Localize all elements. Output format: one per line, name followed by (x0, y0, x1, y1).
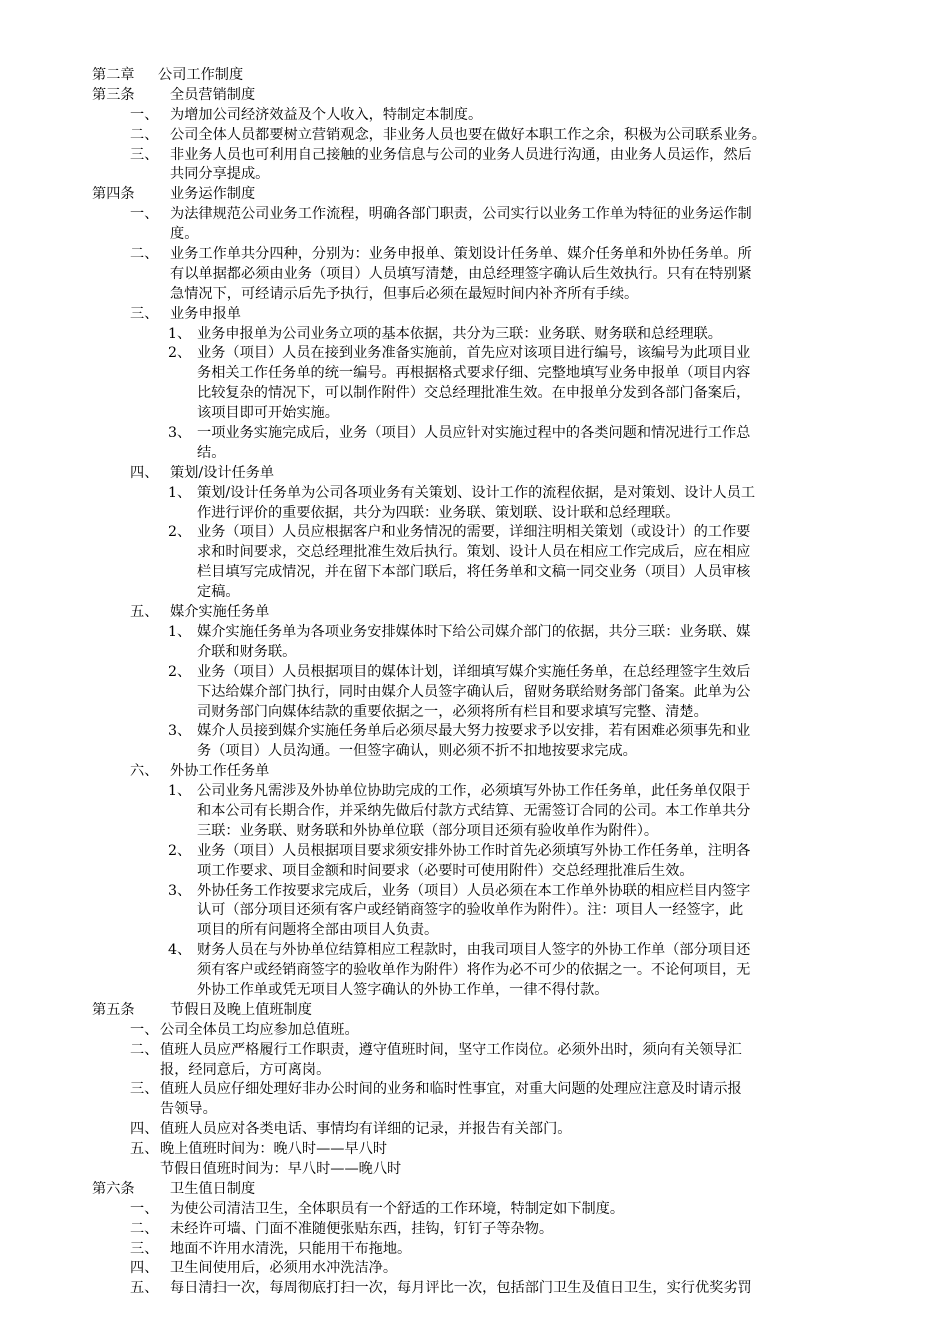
line-number-label: 四、 (130, 1260, 159, 1277)
line-text: 为法律规范公司业务工作流程，明确各部门职责，公司实行以业务工作单为特征的业务运作制 (170, 206, 752, 223)
text-line (0, 265, 950, 285)
line-number-label: 一、 (130, 206, 159, 223)
text-line (0, 882, 950, 902)
line-number-label: 第三条 (92, 86, 135, 103)
text-line (0, 185, 950, 205)
line-number-label: 4、 (168, 942, 192, 959)
text-line (0, 862, 950, 882)
text-line (0, 643, 950, 663)
text-line (0, 663, 950, 683)
text-line (0, 344, 950, 364)
line-text: 公司业务凡需涉及外协单位协助完成的工作，必须填写外协工作任务单，此任务单仅限于 (197, 783, 751, 800)
line-text: 共同分享提成。 (170, 166, 270, 183)
line-text: 须有客户或经销商签字的验收单作为附件）将作为必不可少的依据之一。不论何项目，无 (197, 962, 751, 979)
text-line (0, 703, 950, 723)
line-number-label: 1、 (168, 623, 192, 640)
line-number-label: 一、 (130, 106, 159, 123)
line-text: 值班人员应对各类电话、事情均有详细的记录，并报告有关部门。 (160, 1121, 572, 1138)
text-line (0, 1259, 950, 1279)
line-text: 媒介实施任务单 (170, 604, 270, 621)
text-line (0, 325, 950, 345)
document-page (0, 66, 950, 1299)
text-line (0, 364, 950, 384)
text-line (0, 464, 950, 484)
line-text: 地面不许用水清洗，只能用干布拖地。 (170, 1240, 412, 1257)
text-line (0, 205, 950, 225)
text-line (0, 981, 950, 1001)
text-line (0, 126, 950, 146)
text-line (0, 504, 950, 524)
line-number-label: 三、 (130, 1081, 159, 1098)
text-line (0, 603, 950, 623)
line-text: 每日清扫一次，每周彻底打扫一次，每月评比一次，包括部门卫生及值日卫生，实行优奖劣罚 (170, 1280, 752, 1297)
text-line (0, 384, 950, 404)
line-text: 认可（部分项目还须有客户或经销商签字的验收单作为附件）。注：项目人一经签字，此 (197, 902, 744, 919)
line-text: 为增加公司经济效益及个人收入，特制定本制度。 (170, 106, 483, 123)
line-text: 晚上值班时间为：晚八时——早八时 (160, 1141, 388, 1158)
line-number-label: 六、 (130, 763, 159, 780)
line-text: 告领导。 (160, 1101, 217, 1118)
text-line (0, 921, 950, 941)
text-line (0, 404, 950, 424)
line-text: 外协工作任务单 (170, 763, 270, 780)
text-line (0, 543, 950, 563)
text-line (0, 245, 950, 265)
line-text: 值班人员应仔细处理好非办公时间的业务和临时性事宜，对重大问题的处理应注意及时请示报 (160, 1081, 742, 1098)
line-number-label: 2、 (168, 842, 192, 859)
line-text: 业务运作制度 (170, 186, 256, 203)
line-text: 和本公司有长期合作，并采纳先做后付款方式结算、无需签订合同的公司。本工作单共分 (197, 802, 751, 819)
text-line (0, 225, 950, 245)
text-line (0, 484, 950, 504)
text-line (0, 782, 950, 802)
line-number-label: 二、 (130, 1220, 159, 1237)
line-text: 项目的所有问题将全部由项目人负责。 (197, 922, 439, 939)
line-text: 业务（项目）人员根据项目要求须安排外协工作时首先必须填写外协工作任务单，注明各 (197, 842, 751, 859)
text-line (0, 86, 950, 106)
text-line (0, 1001, 950, 1021)
line-text: 业务（项目）人员根据项目的媒体计划，详细填写媒介实施任务单，在总经理签字生效后 (197, 663, 751, 680)
line-number-label: 第二章 (92, 67, 135, 83)
text-line (0, 1061, 950, 1081)
line-text: 值班人员应严格履行工作职责，遵守值班时间，坚守工作岗位。必须外出时，须向有关领导汇 (160, 1041, 742, 1058)
text-line (0, 1240, 950, 1260)
line-text: 卫生间使用后，必须用水冲洗洁净。 (170, 1260, 398, 1277)
line-text: 外协任务工作按要求完成后，业务（项目）人员必须在本工作单外协联的相应栏目内签字 (197, 882, 751, 899)
line-text: 媒介人员接到媒介实施任务单后必须尽最大努力按要求予以安排，若有困难必须事先和业 (197, 723, 751, 740)
text-line (0, 722, 950, 742)
line-number-label: 二、 (130, 126, 159, 143)
line-number-label: 五、 (130, 1280, 159, 1297)
line-text: 全员营销制度 (170, 86, 256, 103)
line-number-label: 1、 (168, 484, 192, 501)
line-number-label: 四、 (130, 464, 159, 481)
line-number-label: 五、 (130, 1141, 159, 1158)
line-text: 报，经同意后，方可离岗。 (160, 1061, 331, 1078)
line-number-label: 3、 (168, 425, 192, 442)
text-line (0, 146, 950, 166)
line-text: 媒介实施任务单为各项业务安排媒体时下给公司媒介部门的依据，共分三联：业务联、媒 (197, 623, 751, 640)
text-line (0, 444, 950, 464)
line-text: 度。 (170, 226, 199, 243)
text-line (0, 305, 950, 325)
line-number-label: 三、 (130, 305, 159, 322)
text-line (0, 1120, 950, 1140)
line-text: 项工作要求、项目金额和时间要求（必要时可使用附件）交总经理批准后生效。 (197, 862, 694, 879)
line-text: 介联和财务联。 (197, 643, 297, 660)
text-line (0, 66, 950, 86)
text-line (0, 1100, 950, 1120)
text-line (0, 822, 950, 842)
line-text: 定稿。 (197, 584, 240, 601)
text-line (0, 941, 950, 961)
line-number-label: 2、 (168, 345, 192, 362)
line-text: 下达给媒介部门执行，同时由媒介人员签字确认后，留财务联给财务部门备案。此单为公 (197, 683, 751, 700)
line-number-label: 一、 (130, 1021, 159, 1038)
line-text: 急情况下，可经请示后先予执行，但事后必须在最短时间内补齐所有手续。 (170, 285, 639, 302)
text-line (0, 523, 950, 543)
text-line (0, 1140, 950, 1160)
line-text: 三联：业务联、财务联和外协单位联（部分项目还须有验收单作为附件）。 (197, 822, 659, 839)
text-line (0, 742, 950, 762)
line-text: 结。 (197, 444, 226, 461)
line-number-label: 3、 (168, 882, 192, 899)
text-line (0, 1220, 950, 1240)
line-text: 业务申报单为公司业务立项的基本依据，共分为三联：业务联、财务联和总经理联。 (197, 325, 722, 342)
line-number-label: 二、 (130, 246, 159, 263)
text-line (0, 1080, 950, 1100)
line-text: 财务人员在与外协单位结算相应工程款时，由我司项目人签字的外协工作单（部分项目还 (197, 942, 751, 959)
line-number-label: 五、 (130, 604, 159, 621)
line-text: 策划/设计任务单 (170, 464, 275, 481)
line-text: 公司全体员工均应参加总值班。 (160, 1021, 359, 1038)
line-text: 栏目填写完成情况，并在留下本部门联后，将任务单和文稿一同交业务（项目）人员审核 (197, 564, 751, 581)
line-text: 为使公司清洁卫生，全体职员有一个舒适的工作环境，特制定如下制度。 (170, 1200, 625, 1217)
line-number-label: 一、 (130, 1200, 159, 1217)
line-text: 业务（项目）人员在接到业务准备实施前，首先应对该项目进行编号，该编号为此项目业 (197, 345, 751, 362)
text-line (0, 802, 950, 822)
text-line (0, 683, 950, 703)
line-text: 务相关工作任务单的统一编号。再根据格式要求仔细、完整地填写业务申报单（项目内容 (197, 365, 751, 382)
text-line (0, 285, 950, 305)
line-number-label: 第五条 (92, 1001, 135, 1018)
text-line (0, 901, 950, 921)
line-text: 一项业务实施完成后，业务（项目）人员应针对实施过程中的各类问题和情况进行工作总 (197, 425, 751, 442)
line-text: 外协工作单或凭无项目人签字确认的外协工作单，一律不得付款。 (197, 981, 609, 998)
line-number-label: 第六条 (92, 1180, 135, 1197)
line-number-label: 三、 (130, 146, 159, 163)
line-text: 公司全体人员都要树立营销观念，非业务人员也要在做好本职工作之余，积极为公司联系业务。 (170, 126, 766, 143)
line-text: 业务申报单 (170, 305, 241, 322)
line-number-label: 四、 (130, 1121, 159, 1138)
text-line (0, 1041, 950, 1061)
text-line (0, 563, 950, 583)
line-text: 有以单据都必须由业务（项目）人员填写清楚，由总经理签字确认后生效执行。只有在特别紧 (170, 265, 752, 282)
text-line (0, 106, 950, 126)
line-number-label: 第四条 (92, 186, 135, 203)
text-line (0, 623, 950, 643)
text-line (0, 424, 950, 444)
line-number-label: 2、 (168, 663, 192, 680)
line-text: 业务（项目）人员应根据客户和业务情况的需要，详细注明相关策划（或设计）的工作要 (197, 524, 751, 541)
line-text: 作进行评价的重要依据，共分为四联：业务联、策划联、设计联和总经理联。 (197, 504, 680, 521)
text-line (0, 583, 950, 603)
text-line (0, 1021, 950, 1041)
text-line (0, 842, 950, 862)
line-text: 未经许可墙、门面不准随便张贴东西，挂钩，钉钉子等杂物。 (170, 1220, 554, 1237)
line-text: 求和时间要求，交总经理批准生效后执行。策划、设计人员在相应工作完成后，应在相应 (197, 544, 751, 561)
line-text: 非业务人员也可利用自己接触的业务信息与公司的业务人员进行沟通，由业务人员运作，然后 (170, 146, 752, 163)
line-text: 务（项目）人员沟通。一但签字确认，则必须不折不扣地按要求完成。 (197, 743, 637, 760)
line-number-label: 三、 (130, 1240, 159, 1257)
line-text: 策划/设计任务单为公司各项业务有关策划、设计工作的流程依据，是对策划、设计人员工 (197, 484, 756, 501)
line-text: 卫生值日制度 (170, 1180, 256, 1197)
line-number-label: 3、 (168, 723, 192, 740)
line-number-label: 二、 (130, 1041, 159, 1058)
line-number-label: 1、 (168, 325, 192, 342)
text-line (0, 762, 950, 782)
text-line (0, 961, 950, 981)
line-text: 业务工作单共分四种，分别为：业务申报单、策划设计任务单、媒介任务单和外协任务单。所 (170, 246, 752, 263)
line-number-label: 1、 (168, 783, 192, 800)
text-line (0, 1180, 950, 1200)
text-line (0, 1200, 950, 1220)
line-text: 该项目即可开始实施。 (197, 405, 339, 422)
line-text: 节假日及晚上值班制度 (170, 1001, 312, 1018)
line-text: 司财务部门向媒体结款的重要依据之一，必须将所有栏目和要求填写完整、清楚。 (197, 703, 708, 720)
line-text: 比较复杂的情况下，可以制作附件）交总经理批准生效。在申报单分发到各部门备案后， (197, 385, 751, 402)
text-line (0, 1279, 950, 1299)
text-line (0, 165, 950, 185)
line-text: 节假日值班时间为：早八时——晚八时 (160, 1160, 402, 1177)
line-number-label: 2、 (168, 524, 192, 541)
text-line (0, 1160, 950, 1180)
line-text: 公司工作制度 (158, 67, 244, 83)
